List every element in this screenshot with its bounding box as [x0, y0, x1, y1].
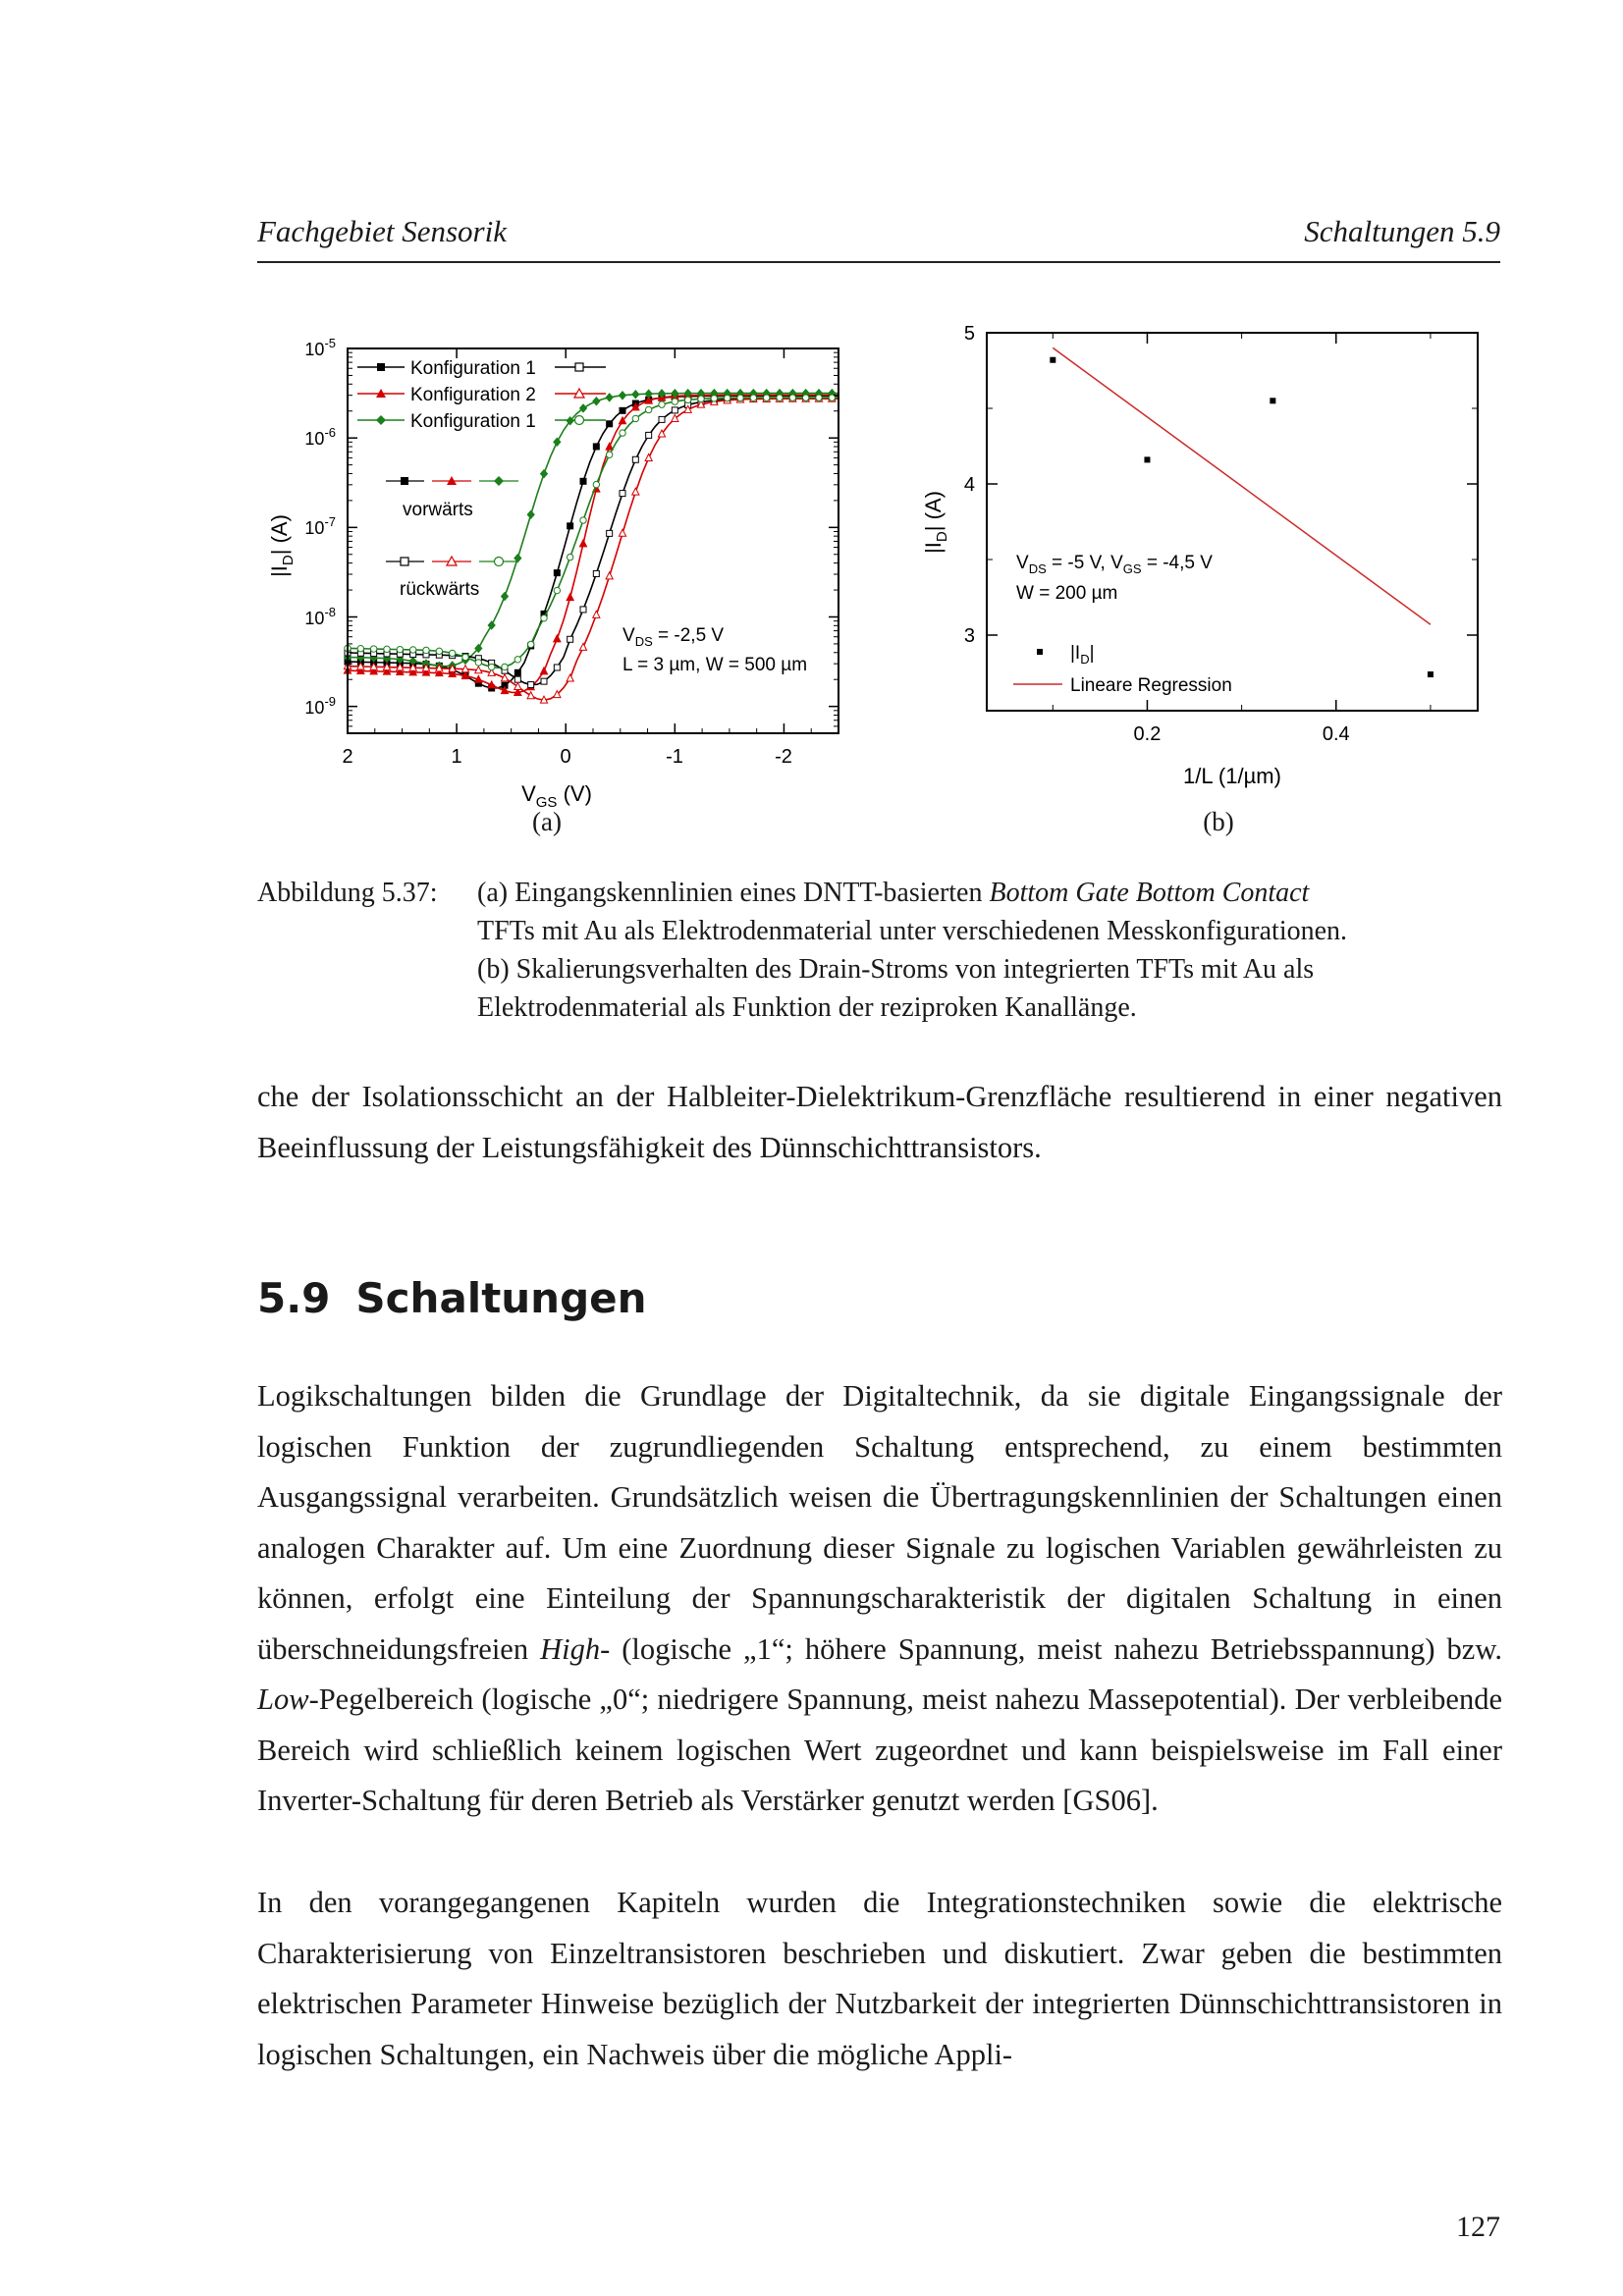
- yaxis-b-label: [921, 491, 950, 554]
- legend-b-point-marker: [1037, 649, 1043, 655]
- marker-a-circle: [502, 664, 508, 669]
- marker-a-circle: [357, 646, 363, 652]
- caption-line-1-italic: Bottom Gate Bottom Contact: [989, 878, 1310, 908]
- marker-a-square: [672, 407, 677, 413]
- marker-a-circle: [672, 399, 677, 404]
- marker-a-square: [607, 421, 613, 427]
- legend-b: [1013, 643, 1232, 696]
- marker-a-square: [632, 456, 638, 462]
- marker-a-circle: [659, 401, 665, 407]
- xlabel-a-main: V: [521, 781, 536, 806]
- marker-a-triangle: [645, 454, 652, 460]
- xlabel-a-sub: GS: [535, 794, 558, 811]
- marker-a-square: [659, 416, 665, 422]
- marker-a-circle: [698, 396, 704, 401]
- header-right: Schaltungen 5.9: [1304, 214, 1500, 248]
- marker-a-square: [554, 665, 560, 670]
- ylabel-a-unit: | (A): [267, 514, 292, 556]
- marker-a-circle: [802, 395, 808, 400]
- marker-a-circle: [711, 396, 717, 401]
- marker-a-square: [568, 636, 573, 642]
- ytick-a-exp: -8: [324, 605, 336, 619]
- figure-a-chart: [257, 324, 866, 811]
- marker-a-triangle: [554, 635, 561, 642]
- marker-a-circle: [541, 615, 547, 621]
- xtick-a-m1: -1: [666, 746, 683, 768]
- marker-a-triangle: [567, 594, 573, 601]
- ytick-a-exp: -6: [324, 425, 336, 440]
- xtick-a-2: 2: [342, 746, 353, 768]
- paragraph-continuation: che der Isolationsschicht an der Halbleiter-Dielektrikum-Grenzfläche resultierend in einer negativen Beeinflussung der Leistungsfähigkeit des Dünnschichttransistors.: [257, 1080, 1502, 1164]
- marker-a-square: [541, 678, 547, 684]
- marker-a-triangle: [619, 529, 625, 536]
- curve-a-forward-1: [348, 396, 839, 688]
- ytick-a-exp: -9: [324, 694, 336, 709]
- paragraph-integration: In den vorangegangenen Kapiteln wurden die Integrationstechniken sowie die elektrische Charakterisierung von Einzeltransistoren beschrieben und diskutiert. Zwar geben die bestimmten elektrischen Parameter Hinweise bezüglich der Nutzbarkeit der integrierten Dünnschichttransistoren in logischen Schaltungen, ein Nachweis über die mögliche Appli-: [257, 1886, 1502, 2071]
- annot-a-v: V: [622, 625, 635, 646]
- plot-a-ticks: [348, 348, 839, 733]
- ytick-a-1e-5: [304, 336, 336, 359]
- annot-b-val2: = -4,5 V: [1141, 553, 1213, 573]
- ylabel-a-main: |I: [267, 565, 292, 577]
- legend-b-line-label: Lineare Regression: [1070, 675, 1232, 696]
- marker-a-circle: [370, 646, 376, 652]
- marker-a-triangle: [579, 643, 586, 650]
- xtick-a-0: 0: [560, 746, 571, 768]
- legend-a-bwd: [386, 557, 518, 600]
- figure-b-chart: [903, 314, 1512, 805]
- data-point-b: [1144, 456, 1150, 462]
- ytick-b-label: 3: [963, 625, 975, 647]
- marker-a-square: [580, 607, 586, 613]
- marker-a-diamond: [527, 510, 534, 518]
- ytick-a-exp: -5: [324, 336, 336, 350]
- marker-a-triangle: [514, 682, 521, 689]
- xtick-labels-b: [1134, 723, 1350, 745]
- marker-a-square: [554, 570, 560, 576]
- section-heading: [257, 1274, 647, 1322]
- xtick-b-label: 0.2: [1133, 723, 1162, 745]
- caption-line-1: [477, 874, 1502, 912]
- marker-a-circle: [554, 587, 560, 593]
- marker-a-circle: [777, 395, 783, 400]
- annotation-a-vds: [622, 625, 724, 649]
- marker-a-square: [593, 444, 599, 450]
- marker-a-square: [568, 523, 573, 529]
- xtick-a-1: 1: [451, 746, 462, 768]
- annotation-a-geometry: L = 3 µm, W = 500 µm: [622, 655, 808, 675]
- marker-a-circle: [567, 554, 572, 560]
- marker-a-circle: [593, 481, 599, 487]
- marker-a-square: [580, 478, 586, 484]
- ylabel-b-unit: | (A): [921, 491, 946, 532]
- marker-a-circle: [724, 395, 730, 400]
- xtick-b-label: 0.4: [1322, 723, 1350, 745]
- ytick-b-label: 5: [963, 323, 975, 345]
- ytick-a-1e-9: [304, 694, 336, 718]
- ytick-a-base: 10: [304, 698, 325, 718]
- annot-b-val1: = -5 V, V: [1046, 553, 1123, 573]
- marker-a-circle: [409, 647, 415, 653]
- ytick-labels-b: [964, 323, 975, 647]
- marker-a-diamond: [620, 392, 626, 400]
- marker-a-diamond: [606, 394, 613, 401]
- annotation-b-width: W = 200 µm: [1016, 583, 1118, 604]
- marker-a-circle: [449, 650, 455, 656]
- running-header: [257, 214, 1500, 263]
- plot-a-ytick-labels: [304, 336, 336, 718]
- legend-a-fwd: [386, 476, 518, 520]
- legend-a-entry-1: [357, 358, 606, 379]
- yaxis-a-label: [267, 514, 297, 577]
- marker-a-circle: [750, 395, 756, 400]
- para2-high: High: [540, 1631, 601, 1666]
- ytick-b-label: 4: [963, 474, 975, 496]
- ytick-a-base: 10: [304, 609, 325, 628]
- marker-a-circle: [436, 648, 442, 654]
- ytick-a-base: 10: [304, 518, 325, 538]
- page-number: 127: [1456, 2211, 1500, 2243]
- marker-a-diamond: [502, 593, 509, 601]
- legend-b-points-label: [1070, 643, 1095, 667]
- marker-a-circle: [816, 395, 822, 400]
- marker-a-circle: [580, 517, 586, 523]
- annot-a-val: = -2,5 V: [652, 625, 725, 646]
- xtick-labels-a: [342, 746, 791, 768]
- marker-a-square: [607, 530, 613, 536]
- ytick-a-1e-6: [304, 425, 336, 449]
- marker-a-circle: [606, 452, 612, 457]
- marker-a-triangle: [593, 611, 600, 617]
- legend-b-pt-a: |I: [1070, 643, 1081, 664]
- caption-line-3: (b) Skalierungsverhalten des Drain-Stroms von integrierten TFTs mit Au als: [477, 954, 1315, 985]
- curve-a-backward-3: [348, 398, 839, 667]
- section-title: Schaltungen: [355, 1274, 647, 1322]
- legend-a-fwd-label: vorwärts: [403, 500, 473, 520]
- marker-a-circle: [763, 395, 769, 400]
- annotation-b-bias: [1016, 553, 1213, 576]
- plot-a-frame: [348, 348, 839, 733]
- caption-line-2: TFTs mit Au als Elektrodenmaterial unter verschiedenen Messkonfigurationen.: [477, 916, 1348, 946]
- legend-a-bwd-label: rückwärts: [400, 579, 480, 600]
- caption-line-4: Elektrodenmaterial als Funktion der reziproken Kanallänge.: [477, 992, 1137, 1023]
- para2-c: -Pegelbereich (logische „0“; niedrigere Spannung, meist nahezu Massepotential). Der verbleibende Bereich wird schließlich keinem logischen Wert zugeordnet und kann beispielsweise im Fall einer Inverter-Schaltung für deren Betrieb als Verstärker genutzt werden [GS06].: [257, 1682, 1502, 1817]
- annot-b-sub1: DS: [1028, 561, 1047, 576]
- marker-a-diamond: [514, 555, 521, 562]
- ytick-a-1e-7: [304, 514, 336, 538]
- marker-a-square: [620, 407, 625, 413]
- marker-a-circle: [527, 641, 533, 647]
- marker-a-diamond: [632, 391, 639, 399]
- header-left: Fachgebiet Sensorik: [257, 214, 507, 248]
- marker-a-circle: [462, 654, 468, 660]
- marker-a-square: [646, 432, 652, 438]
- plot-b-ticks: [987, 333, 1478, 711]
- plot-b-area: [1050, 347, 1434, 677]
- legend-a-label-3: Konfiguration 1: [410, 411, 536, 432]
- marker-a-circle: [645, 406, 651, 412]
- annot-a-sub: DS: [634, 634, 653, 649]
- marker-a-triangle: [540, 667, 547, 674]
- marker-a-circle: [397, 646, 403, 652]
- xtick-a-m2: -2: [775, 746, 792, 768]
- marker-a-circle: [488, 664, 494, 669]
- figure-a: [257, 324, 866, 836]
- marker-a-circle: [384, 646, 390, 652]
- ylabel-a-sub: D: [280, 555, 297, 566]
- figure-b: [903, 314, 1512, 836]
- ylabel-b-main: |I: [921, 542, 946, 554]
- marker-a-circle: [514, 657, 520, 663]
- marker-a-square: [514, 676, 520, 682]
- section-number: 5.9: [257, 1274, 331, 1322]
- para2-a: Logikschaltungen bilden die Grundlage der Digitaltechnik, da sie digitale Eingangssignale der logischen Funktion der zugrundliegenden Schaltung entsprechend, zu einem bestimmten Ausgangssignal verarbeiten. Grundsätzlich weisen die Übertragungskennlinien der Schaltungen einen analogen Charakter auf. Um eine Zuordnung dieser Signale zu logischen Variablen gewährleisten zu können, erfolgt eine Einteilung der Spannungscharakteristik der digitalen Schaltung in einen überschneidungsfreien: [257, 1379, 1502, 1666]
- marker-a-square: [620, 491, 625, 497]
- annot-b-v1: V: [1016, 553, 1029, 573]
- figure-a-sublabel: (a): [532, 807, 562, 836]
- xaxis-b-label: 1/L (1/µm): [1183, 764, 1281, 788]
- caption-text: [477, 874, 1502, 1027]
- marker-a-triangle: [606, 572, 613, 579]
- marker-a-diamond: [593, 398, 600, 405]
- xlabel-a-unit: (V): [557, 781, 592, 806]
- marker-a-diamond: [541, 470, 548, 478]
- data-point-b: [1270, 398, 1275, 403]
- data-point-b: [1428, 671, 1434, 677]
- caption-line-1a: (a) Eingangskennlinien eines DNTT-basierten: [477, 878, 990, 908]
- marker-a-circle: [737, 395, 743, 400]
- marker-a-circle: [684, 397, 690, 402]
- plot-b-frame: [987, 333, 1478, 711]
- curve-a-forward-2: [348, 395, 839, 692]
- marker-a-square: [528, 682, 534, 688]
- para2-b: - (logische „1“; höhere Spannung, meist nahezu Betriebsspannung) bzw.: [600, 1631, 1503, 1666]
- marker-a-triangle: [567, 674, 573, 681]
- marker-a-circle: [423, 647, 429, 653]
- figure-b-sublabel: (b): [1203, 807, 1234, 836]
- ylabel-b-sub: D: [934, 531, 950, 543]
- marker-a-triangle: [527, 692, 534, 699]
- para2-low: Low: [257, 1682, 309, 1716]
- marker-a-circle: [620, 430, 625, 436]
- marker-a-circle: [632, 415, 638, 421]
- data-point-b: [1050, 357, 1055, 363]
- legend-a-label-1: Konfiguration 1: [410, 358, 536, 379]
- ytick-a-base: 10: [304, 340, 325, 359]
- marker-a-square: [593, 570, 599, 576]
- marker-a-circle: [475, 660, 481, 666]
- legend-a-label-2: Konfiguration 2: [410, 385, 536, 405]
- marker-a-square: [514, 669, 520, 675]
- legend-a-entry-2: [357, 385, 606, 405]
- ytick-a-base: 10: [304, 429, 325, 449]
- caption-label: Abbildung 5.37:: [257, 878, 438, 908]
- marker-a-triangle: [632, 488, 639, 495]
- paragraph-logic-circuits: [257, 1371, 1502, 1827]
- legend-b-pt-sub: D: [1080, 652, 1090, 667]
- ytick-a-1e-8: [304, 605, 336, 628]
- marker-a-circle: [789, 395, 795, 400]
- marker-a-triangle: [579, 540, 586, 547]
- annot-b-sub2: GS: [1122, 561, 1142, 576]
- ytick-a-exp: -7: [324, 514, 336, 529]
- legend-b-pt-b: |: [1089, 643, 1095, 664]
- curve-a-backward-1: [348, 399, 839, 685]
